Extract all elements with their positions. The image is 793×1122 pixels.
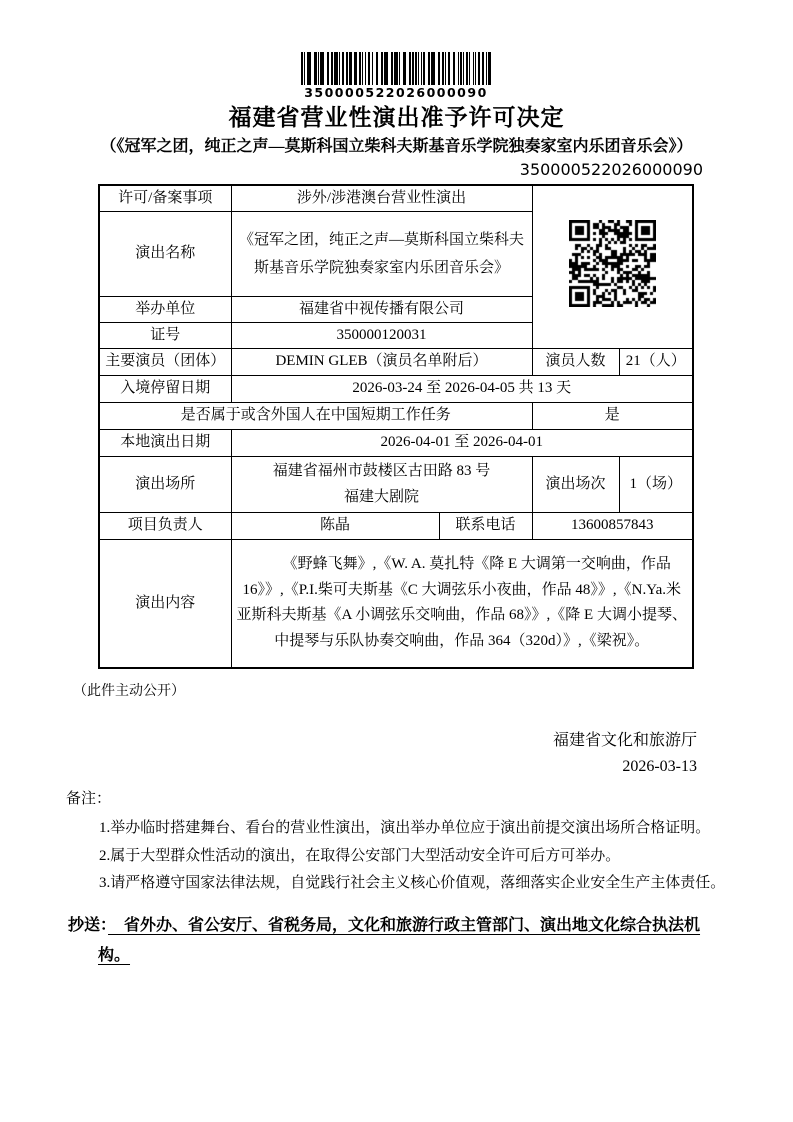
- public-disclosure-note: （此件主动公开）: [73, 684, 185, 699]
- show-content-value: 《野蜂飞舞》,《W. A. 莫扎特《降 E 大调第一交响曲，作品 16》》,《P.I.柴可夫斯基《C 大调弦乐小夜曲，作品 48》》,《N.Ya.米亚斯科夫斯基《A 小调弦乐交响曲，作品 68》》,《降 E 大调小提琴、中提琴与乐队协奏交响曲，作品 364（320d）》,《梁祝》。: [231, 539, 693, 668]
- main-performers-value: DEMIN GLEB（演员名单附后）: [231, 348, 532, 375]
- table-row: [99, 456, 693, 512]
- project-manager-label: 项目负责人: [99, 512, 231, 539]
- cert-no-value: 350000120031: [231, 322, 532, 348]
- performer-count-label: 演员人数: [532, 348, 619, 375]
- short-term-work-value: 是: [532, 402, 693, 429]
- table-row: [99, 185, 693, 211]
- table-row: [99, 539, 693, 668]
- remark-item: 1.举办临时搭建舞台、看台的营业性演出，演出举办单位应于演出前提交演出场所合格证明。: [99, 820, 711, 836]
- main-performers-label: 主要演员（团体）: [99, 348, 231, 375]
- entry-stay-value: 2026-03-24 至 2026-04-05 共 13 天: [231, 375, 693, 402]
- show-count-value: 1（场）: [619, 456, 693, 512]
- issue-date: 2026-03-13: [622, 758, 697, 775]
- venue-address: 福建省福州市鼓楼区古田路 83 号: [272, 463, 491, 479]
- document-number: 350000522026000090: [519, 160, 703, 179]
- venue-label: 演出场所: [99, 456, 231, 512]
- cert-no-label: 证号: [99, 322, 231, 348]
- table-row: [99, 512, 693, 539]
- table-row: [99, 429, 693, 456]
- remarks-label: 备注：: [66, 791, 112, 807]
- copy-to-value: 省外办、省公安厅、省税务局，文化和旅游行政主管部门、演出地文化综合执法机构。: [98, 917, 701, 964]
- contact-phone-label: 联系电话: [439, 512, 532, 539]
- permit-item-value: 涉外/涉港澳台营业性演出: [231, 185, 532, 211]
- remark-item: 3.请严格遵守国家法律法规，自觉践行社会主义核心价值观，落细落实企业安全生产主体责任。: [99, 875, 726, 891]
- venue-value: [231, 456, 532, 512]
- organizer-value: 福建省中视传播有限公司: [231, 296, 532, 322]
- show-name-label: 演出名称: [99, 211, 231, 296]
- table-row: [99, 348, 693, 375]
- venue-name: 福建大剧院: [344, 489, 420, 505]
- permit-table: [98, 184, 694, 669]
- barcode-image: [298, 52, 494, 85]
- table-row: [99, 402, 693, 429]
- copy-to-section: [68, 911, 718, 971]
- entry-stay-label: 入境停留日期: [99, 375, 231, 402]
- page-title: 福建省营业性演出准予许可决定: [228, 104, 565, 130]
- show-content-label: 演出内容: [99, 539, 231, 668]
- performer-count-value: 21（人）: [619, 348, 693, 375]
- show-count-label: 演出场次: [532, 456, 619, 512]
- contact-phone-value: 13600857843: [532, 512, 693, 539]
- project-manager-value: 陈晶: [231, 512, 439, 539]
- permit-item-label: 许可/备案事项: [99, 185, 231, 211]
- page-subtitle: （《冠军之团，纯正之声—莫斯科国立柴科夫斯基音乐学院独奏家室内乐团音乐会》）: [100, 138, 693, 155]
- local-dates-label: 本地演出日期: [99, 429, 231, 456]
- issuing-authority: 福建省文化和旅游厅: [552, 732, 697, 749]
- organizer-label: 举办单位: [99, 296, 231, 322]
- remarks-section: [66, 787, 726, 898]
- local-dates-value: 2026-04-01 至 2026-04-01: [231, 429, 693, 456]
- qr-code-cell: [532, 185, 693, 348]
- barcode-number: 350000522026000090: [304, 85, 488, 100]
- qr-code: [569, 220, 656, 307]
- copy-to-label: 抄送：: [68, 917, 109, 934]
- barcode-block: [298, 52, 494, 100]
- remark-item: 2.属于大型群众性活动的演出，在取得公安部门大型活动安全许可后方可举办。: [99, 847, 621, 864]
- table-row: [99, 375, 693, 402]
- short-term-work-label: 是否属于或含外国人在中国短期工作任务: [99, 402, 532, 429]
- show-name-value: 《冠军之团，纯正之声—莫斯科国立柴科夫斯基音乐学院独奏家室内乐团音乐会》: [231, 211, 532, 296]
